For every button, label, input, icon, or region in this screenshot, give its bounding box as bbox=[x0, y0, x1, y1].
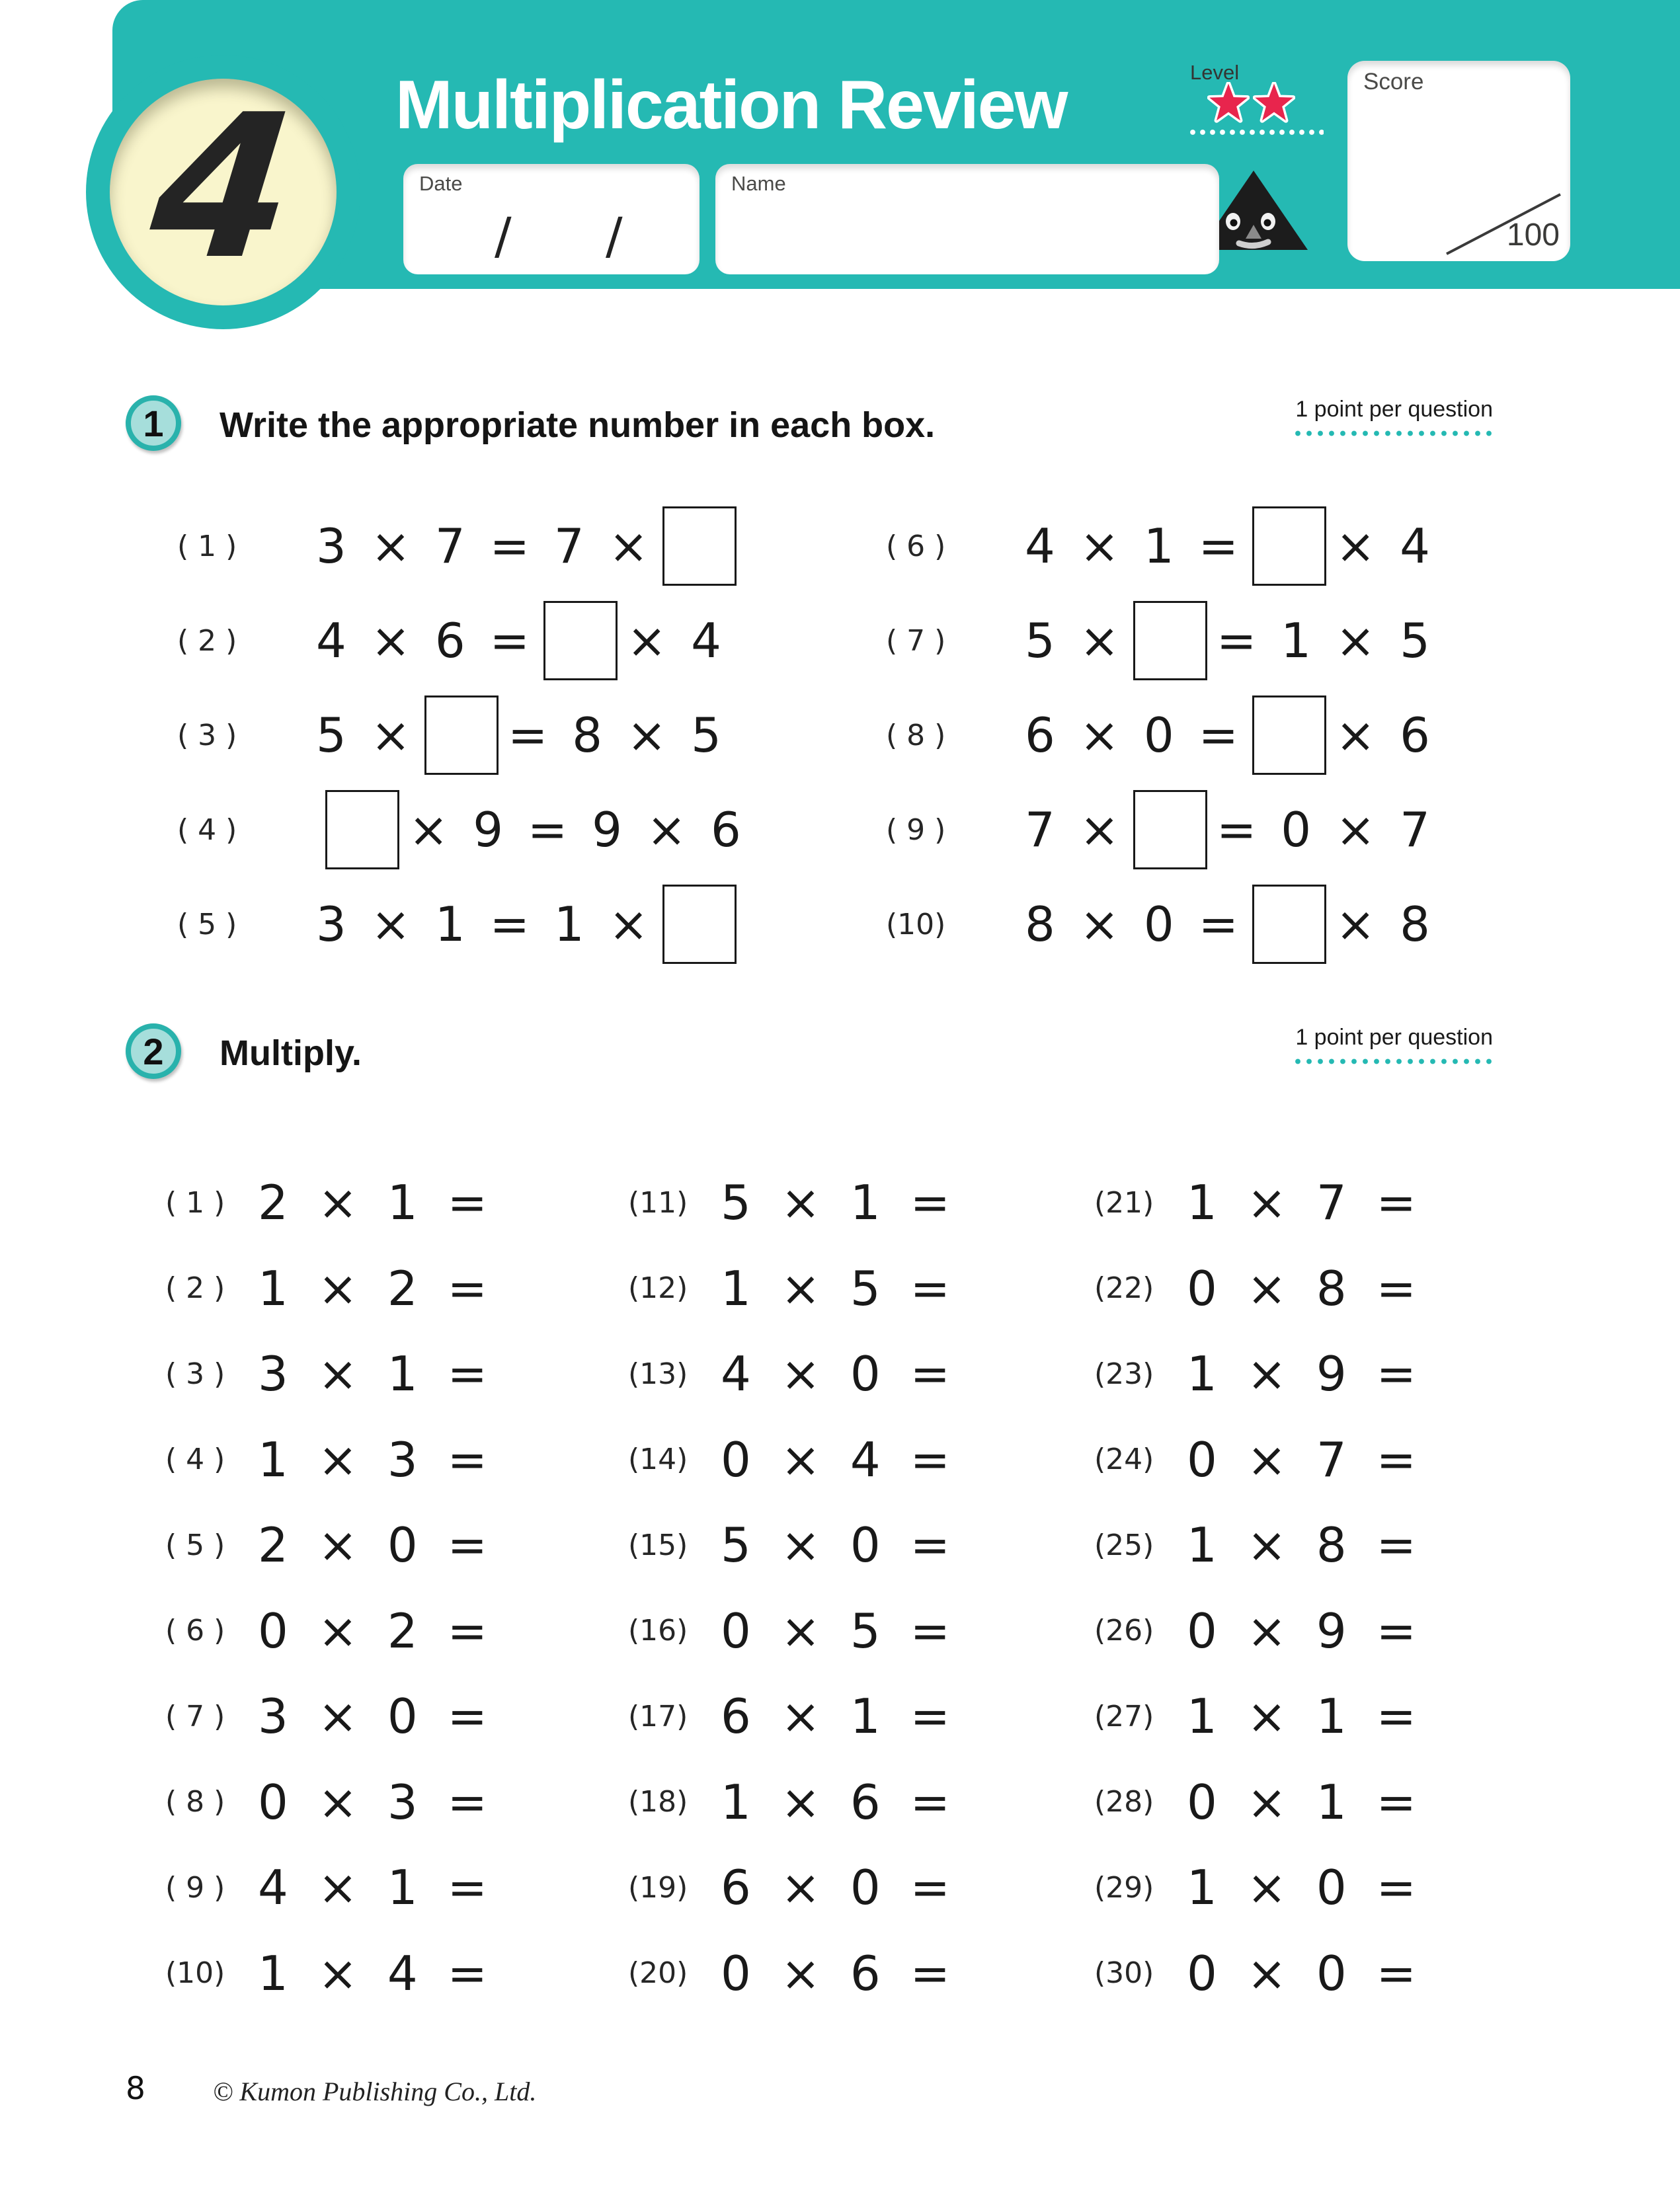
problem-number: (17) bbox=[628, 1699, 688, 1733]
problem-number: (14) bbox=[628, 1443, 688, 1476]
problem-number: (10) bbox=[886, 907, 946, 941]
equation: 1 × 3 = bbox=[258, 1431, 495, 1488]
problem-row bbox=[165, 1248, 495, 1329]
problem-number: (15) bbox=[628, 1528, 688, 1562]
equation: 1 × 8 = bbox=[1187, 1517, 1423, 1573]
problem-number: ( 4 ) bbox=[165, 1443, 225, 1476]
equation: 2 × 0 = bbox=[258, 1517, 495, 1573]
problem-row bbox=[628, 1762, 957, 1843]
problem-row bbox=[1094, 1162, 1423, 1243]
equation-post: × 6 bbox=[1335, 707, 1435, 763]
equation-pre: 7 × bbox=[1025, 802, 1125, 857]
answer-box[interactable] bbox=[662, 506, 737, 586]
page-number: 8 bbox=[126, 2071, 145, 2107]
problem-number: ( 1 ) bbox=[165, 1185, 225, 1220]
score-field[interactable] bbox=[1347, 61, 1570, 261]
problem-row bbox=[628, 1248, 957, 1329]
problem-row bbox=[1094, 1933, 1423, 2014]
equation: 1 × 5 = bbox=[721, 1260, 957, 1316]
equation: 5 × 1 = bbox=[721, 1175, 957, 1230]
problem-row bbox=[628, 1419, 957, 1500]
problem-row bbox=[1094, 1333, 1423, 1414]
section1-points-note: 1 point per question bbox=[1295, 397, 1493, 436]
problem-row bbox=[1094, 1505, 1423, 1585]
equation: 0 × 2 = bbox=[258, 1603, 495, 1659]
equation: 1 × 1 = bbox=[1187, 1688, 1423, 1744]
equation: 0 × 5 = bbox=[721, 1603, 957, 1659]
date-slash-icon: / bbox=[606, 206, 623, 265]
problem-number: (11) bbox=[628, 1185, 688, 1220]
problem-row bbox=[165, 1505, 495, 1585]
problem-number: ( 8 ) bbox=[886, 718, 946, 752]
section1-instruction: Write the appropriate number in each box. bbox=[220, 405, 936, 445]
problem-number: ( 7 ) bbox=[165, 1699, 225, 1733]
answer-box[interactable] bbox=[662, 885, 737, 964]
equation: 6 × 0 = bbox=[721, 1860, 957, 1915]
problem-number: (10) bbox=[165, 1956, 225, 1990]
problem-number: ( 4 ) bbox=[177, 813, 237, 847]
problem-row bbox=[886, 789, 1435, 870]
equation-post: = 0 × 7 bbox=[1217, 802, 1435, 857]
answer-box[interactable] bbox=[543, 601, 618, 680]
answer-box[interactable] bbox=[1133, 601, 1207, 680]
problem-row bbox=[165, 1676, 495, 1757]
problem-number: ( 6 ) bbox=[165, 1614, 225, 1648]
equation: 1 × 7 = bbox=[1187, 1175, 1423, 1230]
level-stars bbox=[1207, 82, 1295, 124]
problem-row bbox=[165, 1333, 495, 1414]
equation: 1 × 9 = bbox=[1187, 1346, 1423, 1402]
equation: 0 × 8 = bbox=[1187, 1260, 1423, 1316]
problem-row bbox=[886, 506, 1435, 586]
problem-number: ( 9 ) bbox=[165, 1870, 225, 1905]
problem-number: (29) bbox=[1094, 1870, 1154, 1905]
answer-box[interactable] bbox=[1252, 695, 1326, 775]
answer-box[interactable] bbox=[1252, 885, 1326, 964]
problem-row bbox=[165, 1162, 495, 1243]
section2-badge: 2 bbox=[126, 1023, 181, 1079]
score-denominator: 100 bbox=[1506, 218, 1560, 253]
equation: 2 × 1 = bbox=[258, 1175, 495, 1230]
equation-post: = 8 × 5 bbox=[508, 707, 726, 763]
level-star-icon bbox=[1253, 82, 1295, 124]
problem-number: (26) bbox=[1094, 1614, 1154, 1648]
problem-row bbox=[165, 1762, 495, 1843]
equation-pre: 8 × 0 = bbox=[1025, 896, 1243, 952]
problem-row bbox=[1094, 1248, 1423, 1329]
problem-number: ( 8 ) bbox=[165, 1785, 225, 1819]
section2-instruction: Multiply. bbox=[220, 1033, 362, 1073]
date-label: Date bbox=[419, 172, 463, 195]
problem-row bbox=[165, 1419, 495, 1500]
problem-number: ( 9 ) bbox=[886, 813, 946, 847]
problem-row bbox=[177, 600, 726, 681]
equation: 0 × 4 = bbox=[721, 1431, 957, 1488]
equation: 4 × 1 = bbox=[258, 1860, 495, 1915]
problem-row bbox=[177, 506, 746, 586]
problem-number: ( 2 ) bbox=[177, 623, 237, 658]
equation-pre: 4 × 6 = bbox=[316, 613, 534, 668]
problem-number: (23) bbox=[1094, 1357, 1154, 1391]
problem-number: (19) bbox=[628, 1870, 688, 1905]
problem-number: ( 5 ) bbox=[165, 1528, 225, 1562]
equation-post: = 1 × 5 bbox=[1217, 613, 1435, 668]
equation: 1 × 2 = bbox=[258, 1260, 495, 1316]
problem-number: (20) bbox=[628, 1956, 688, 1990]
page-title: Multiplication Review bbox=[395, 67, 1067, 143]
problem-number: ( 5 ) bbox=[177, 907, 237, 941]
equation: 0 × 7 = bbox=[1187, 1431, 1423, 1488]
problem-row bbox=[628, 1505, 957, 1585]
problem-row bbox=[886, 695, 1435, 775]
date-field[interactable] bbox=[403, 164, 700, 274]
worksheet-number: 4 bbox=[141, 72, 305, 303]
section1-badge: 1 bbox=[126, 395, 181, 451]
problem-number: (22) bbox=[1094, 1271, 1154, 1305]
problem-row bbox=[1094, 1419, 1423, 1500]
copyright: © Kumon Publishing Co., Ltd. bbox=[213, 2077, 537, 2106]
equation-post: × 4 bbox=[1335, 518, 1435, 574]
section2-points-note: 1 point per question bbox=[1295, 1025, 1493, 1064]
problem-row bbox=[177, 695, 726, 775]
answer-box[interactable] bbox=[1133, 790, 1207, 869]
problem-number: (27) bbox=[1094, 1699, 1154, 1733]
equation-post: × 8 bbox=[1335, 896, 1435, 952]
equation: 5 × 0 = bbox=[721, 1517, 957, 1573]
equation: 0 × 3 = bbox=[258, 1774, 495, 1830]
problem-row bbox=[1094, 1591, 1423, 1671]
equation: 6 × 1 = bbox=[721, 1688, 957, 1744]
equation: 1 × 4 = bbox=[258, 1945, 495, 2001]
equation: 0 × 6 = bbox=[721, 1945, 957, 2001]
name-field[interactable] bbox=[715, 164, 1219, 274]
equation: 0 × 0 = bbox=[1187, 1945, 1423, 2001]
problem-number: (13) bbox=[628, 1357, 688, 1391]
equation-pre: 3 × 7 = 7 × bbox=[316, 518, 653, 574]
problem-number: (30) bbox=[1094, 1956, 1154, 1990]
equation: 1 × 6 = bbox=[721, 1774, 957, 1830]
problem-row bbox=[177, 789, 746, 870]
equation-pre: 5 × bbox=[316, 707, 416, 763]
problem-number: (25) bbox=[1094, 1528, 1154, 1562]
problem-row bbox=[628, 1162, 957, 1243]
equation-pre: 3 × 1 = 1 × bbox=[316, 896, 653, 952]
problem-row bbox=[628, 1676, 957, 1757]
answer-box[interactable] bbox=[424, 695, 499, 775]
problem-number: (12) bbox=[628, 1271, 688, 1305]
date-slash-icon: / bbox=[495, 206, 512, 265]
problem-row bbox=[628, 1933, 957, 2014]
equation: 1 × 0 = bbox=[1187, 1860, 1423, 1915]
problem-number: ( 7 ) bbox=[886, 623, 946, 658]
name-label: Name bbox=[731, 172, 786, 195]
problem-number: (24) bbox=[1094, 1443, 1154, 1476]
problem-number: ( 6 ) bbox=[886, 529, 946, 563]
level-label: Level bbox=[1190, 61, 1240, 84]
problem-number: (28) bbox=[1094, 1785, 1154, 1819]
problem-number: (18) bbox=[628, 1785, 688, 1819]
problem-number: ( 3 ) bbox=[165, 1357, 225, 1391]
problem-row bbox=[886, 884, 1435, 965]
problem-number: (21) bbox=[1094, 1185, 1154, 1220]
answer-box[interactable] bbox=[325, 790, 399, 869]
equation: 3 × 0 = bbox=[258, 1688, 495, 1744]
problem-row bbox=[165, 1591, 495, 1671]
level-star-icon bbox=[1207, 82, 1250, 124]
problem-row bbox=[628, 1591, 957, 1671]
equation-post: × 9 = 9 × 6 bbox=[409, 802, 746, 857]
problem-number: ( 1 ) bbox=[177, 529, 237, 563]
equation-pre: 6 × 0 = bbox=[1025, 707, 1243, 763]
problem-row bbox=[628, 1333, 957, 1414]
equation: 0 × 9 = bbox=[1187, 1603, 1423, 1659]
problem-row bbox=[165, 1847, 495, 1928]
problem-row bbox=[165, 1933, 495, 2014]
problem-row bbox=[1094, 1676, 1423, 1757]
problem-row bbox=[177, 884, 746, 965]
equation: 0 × 1 = bbox=[1187, 1774, 1423, 1830]
equation: 4 × 0 = bbox=[721, 1346, 957, 1402]
answer-box[interactable] bbox=[1252, 506, 1326, 586]
problem-row bbox=[628, 1847, 957, 1928]
equation: 3 × 1 = bbox=[258, 1346, 495, 1402]
problem-number: ( 3 ) bbox=[177, 718, 237, 752]
problem-row bbox=[1094, 1847, 1423, 1928]
level-dotted-line bbox=[1190, 130, 1324, 136]
score-label: Score bbox=[1363, 69, 1424, 95]
problem-number: ( 2 ) bbox=[165, 1271, 225, 1305]
equation-pre: 4 × 1 = bbox=[1025, 518, 1243, 574]
equation-post: × 4 bbox=[626, 613, 726, 668]
problem-row bbox=[1094, 1762, 1423, 1843]
problem-row bbox=[886, 600, 1435, 681]
equation-pre: 5 × bbox=[1025, 613, 1125, 668]
problem-number: (16) bbox=[628, 1614, 688, 1648]
